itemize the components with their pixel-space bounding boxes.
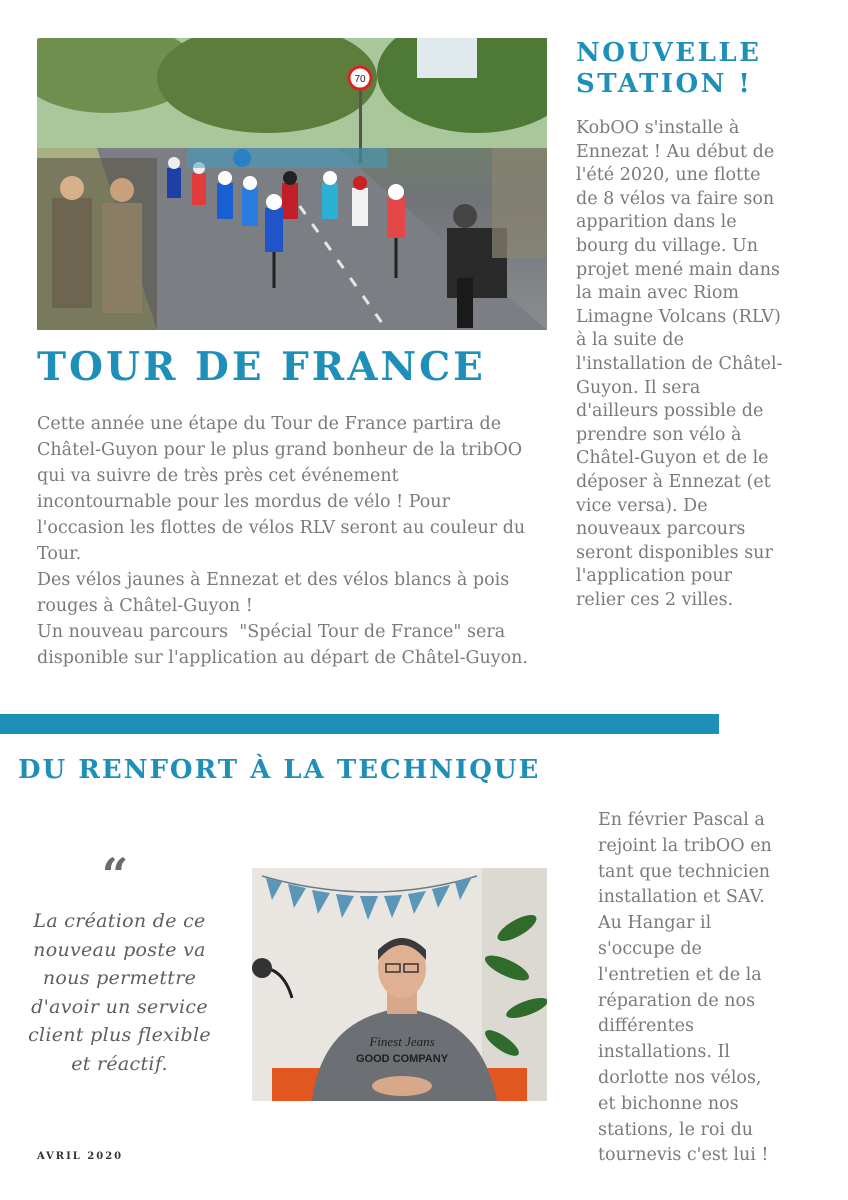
new-station-heading	[576, 38, 761, 100]
renfort-body: En février Pascal a rejoint la tribOO en tant que technicien installation et SAV. Au Hangar il s'occupe de l'entretien et de la réparation de nos différentes installations. Il dorlotte nos vélos, et bichonne nos stations, le roi du tournevis c'est lui !	[598, 810, 772, 1166]
pull-quote: La création de ce nouveau poste va nous permettre d'avoir un service client plus flexible et réactif.	[28, 910, 211, 1075]
new-station-heading-line-1: NOUVELLE	[576, 38, 762, 68]
peloton-illustration	[37, 38, 547, 330]
issue-date: AVRIL 2020	[37, 1151, 124, 1162]
tour-paragraph-2: Des vélos jaunes à Ennezat et des vélos blancs à pois rouges à Châtel-Guyon !	[37, 570, 510, 616]
tour-de-france-body	[37, 411, 537, 671]
speed-sign-text: 70	[354, 74, 366, 85]
renfort-heading: DU RENFORT À LA TECHNIQUE	[18, 755, 541, 785]
sweater-text-2: GOOD COMPANY	[355, 1053, 449, 1065]
quote-mark-icon: “	[101, 848, 129, 902]
section-divider	[0, 714, 719, 734]
technician-photo	[252, 868, 547, 1101]
technician-illustration	[252, 868, 547, 1101]
tour-de-france-photo	[37, 38, 547, 330]
tour-de-france-heading: TOUR DE FRANCE	[37, 344, 486, 390]
tour-paragraph-3: Un nouveau parcours "Spécial Tour de France" sera disponible sur l'application au départ de Châtel-Guyon.	[37, 622, 528, 668]
sweater-text-1: Finest Jeans	[369, 1034, 435, 1049]
tour-paragraph-1: Cette année une étape du Tour de France partira de Châtel-Guyon pour le plus grand bonheur de la tribOO qui va suivre de très près cet événement incontournable pour les mordus de vélo ! Pour l'occasion les flottes de vélos RLV seront au couleur du Tour.	[37, 414, 526, 564]
new-station-body: KobOO s'installe à Ennezat ! Au début de l'été 2020, une flotte de 8 vélos va faire son apparition dans le bourg du village. Un projet mené main dans la main avec Riom Limagne Volcans (RLV) à la suite de l'installation de Châtel-Guyon. Il sera d'ailleurs possible de prendre son vélo à Châtel-Guyon et de le déposer à Ennezat (et vice versa). De nouveaux parcours seront disponibles sur l'application pour relier ces 2 villes.	[576, 118, 783, 610]
new-station-heading-line-2: STATION !	[576, 69, 753, 99]
